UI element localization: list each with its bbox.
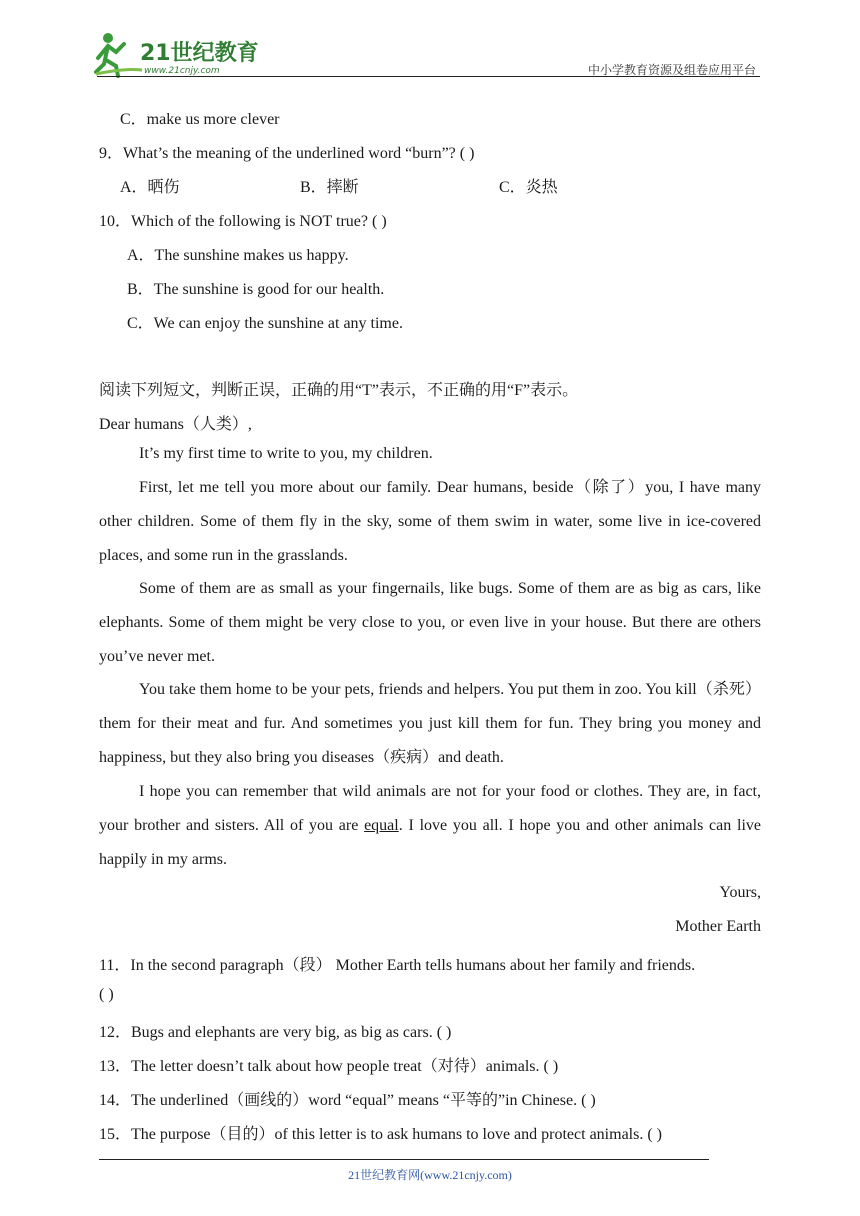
reading-instruction: 阅读下列短文，判断正误，正确的用“T”表示，不正确的用“F”表示。: [99, 382, 579, 399]
letter-closing: Yours,: [719, 884, 761, 901]
paragraph-4: You take them home to be your pets, friends and helpers. You put them in zoo. You kill（杀死）them for their meat and fur. And sometimes you just kill them for fun. They bring you money and happiness, but they also bring you diseases（疾病）and death.: [99, 681, 761, 766]
question-14: 14．The underlined（画线的）word “equal” means “平等的”in Chinese. ( ): [99, 1092, 596, 1109]
q9-option-a: A．晒伤: [120, 179, 180, 196]
question-11: 11．In the second paragraph（段） Mother Earth tells humans about her family and friends.: [99, 957, 696, 974]
paragraph-5: [99, 775, 761, 877]
paragraph-3: Some of them are as small as your fingernails, like bugs. Some of them are as big as cars, like elephants. Some of them might be very close to you, or even live in your house. But there are others you’ve never met.: [99, 580, 761, 665]
question-15: 15．The purpose（目的）of this letter is to ask humans to love and protect animals. ( ): [99, 1126, 663, 1143]
logo-text: 21世纪教育: [140, 41, 259, 66]
q8-option-c: C．make us more clever: [120, 111, 280, 128]
header-divider: [97, 76, 760, 77]
paragraph-1: It’s my first time to write to you, my children.: [139, 445, 433, 462]
page-header: [0, 0, 860, 80]
paragraph-5-end: . I love you all. I hope you and other animals can live happily in my arms.: [99, 817, 761, 868]
q9-option-b: B．摔断: [300, 179, 359, 196]
q9-option-c: C．炎热: [499, 179, 558, 196]
letter-signature: Mother Earth: [675, 918, 761, 935]
runner-icon: [96, 33, 142, 76]
logo-url: www.21cnjy.com: [144, 66, 220, 76]
q10-option-b: B．The sunshine is good for our health.: [127, 281, 385, 298]
paragraph-5-start: I hope you can remember that wild animals are not for your food or clothes. They are, in fact, your brother and sisters. All of you are: [99, 783, 761, 834]
question-13: 13．The letter doesn’t talk about how people treat（对待）animals. ( ): [99, 1058, 559, 1075]
q10-option-a: A．The sunshine makes us happy.: [127, 247, 349, 264]
header-platform-text: 中小学教育资源及组卷应用平台: [587, 63, 756, 77]
footer-divider: [99, 1159, 709, 1160]
letter-salutation: Dear humans（人类）,: [99, 416, 252, 433]
underlined-word-equal: equal: [364, 817, 399, 834]
question-9: 9．What’s the meaning of the underlined word “burn”? ( ): [99, 145, 475, 162]
question-10: 10．Which of the following is NOT true? ( ): [99, 213, 387, 230]
footer-text: 21世纪教育网(www.21cnjy.com): [348, 1168, 512, 1182]
question-11-blank: ( ): [99, 986, 114, 1003]
question-12: 12．Bugs and elephants are very big, as big as cars. ( ): [99, 1024, 452, 1041]
paragraph-2: First, let me tell you more about our family. Dear humans, beside（除了）you, I have many other children. Some of them fly in the sky, some of them swim in water, some live in ice-covered places, and some run in the grasslands.: [99, 479, 761, 564]
q10-option-c: C．We can enjoy the sunshine at any time.: [127, 315, 403, 332]
site-logo: [94, 30, 269, 78]
